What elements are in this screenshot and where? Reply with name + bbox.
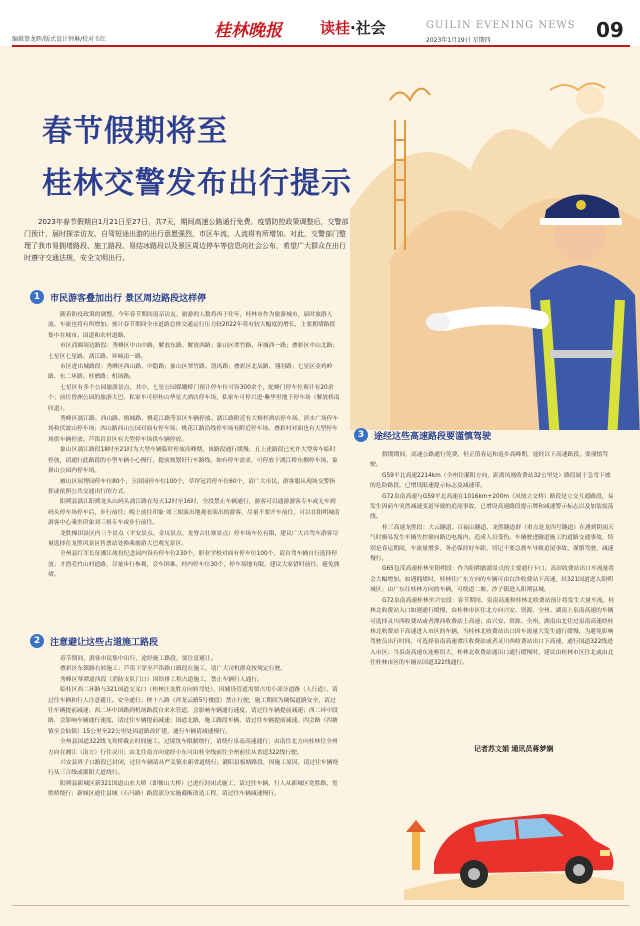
lead-paragraph: 2023年春节假期自1月21日至27日，共7天，期间高速公路通行免费。疫情防控政策调整后，交警部门预计，届时探亲访友、自驾短途出游的出行意愿强烈，市区车流、人流将有所增加。对此，交警部门整理了我市易拥堵路段、施工路段、易结冰路段以及景区周边停车等信息向社会公布，希望广大群众在出行时遵守交通法规，安全文明出行。	[24, 218, 349, 262]
paragraph: 春节期间，游客市民集中出行，途经施工路段，要注意避让。	[60, 656, 217, 662]
paragraph: 阳朔县漓江阳朔龙头山码头漓江路在每天12时至16时，全段禁止车辆通行，游客可以通游游客专车或无车到码头停车场停车后，步行前往；晚上前往印象·刘三姐演出地观看演出的游客，尽量不要开车前往，可以在阳朔城南游客中心乘坐印象刘三姐专车或步行前往。	[48, 499, 340, 527]
paragraph: 叠彩区东镇路右转施工：芦笛下穿至芦笛路口路段在施工，请广大司机群众按规定行驶。	[60, 666, 287, 673]
english-title: GUILIN EVENING NEWS	[426, 20, 576, 31]
section-3-title: 途经这些高速路段要谨慎驾驶	[374, 431, 492, 442]
section-2-body	[48, 654, 340, 800]
section-1-number: 1	[30, 290, 44, 304]
issue-date: 2023年1月19日 星期四	[426, 37, 491, 44]
paragraph: 七星区有多个公园旅游景点，其中，七星公园媒雕桥门预计停车位可容300余个，驼峰门停车位预计有20余个；前往曾洲公园的旅游大巴、私家车可停桂山华星大酒店停车场，私家车可停兴进·紫华里地下停车场（解放桥南匝道）。	[48, 384, 340, 412]
section-2-number: 2	[30, 634, 44, 648]
section-3-body	[370, 450, 616, 669]
paragraph: G72泉南高速桂林至兴安段：春节期间，泉南高速和桂林北收费站预计将发生大量车流。桂林北收费站入口如遇通行缓慢，由桂林市区往北方向兴安、资源、全州、湖南上泉南高速的车辆可选择灵川西收费站或者潭西收费站上高速；由兴安、资源、全州、湖南由北往过泉南高速经桂林北收费站下高速进入市区的车辆，当桂林北收费站出口因车流量大发生通行缓慢，为避免影响驾驶员出行时间，可选择泉南高速谭江收费站或者灵川西收费站出口下高速，通行国道322线进入市区；当泉南高速东连枢纽大，桂林北收费站通出口通行缓慢时，建议由桂林市区往北或由北往桂林市区的车辆从国道322线通行。	[370, 597, 615, 667]
section-2-title: 注意避让这些占道施工路段	[50, 637, 159, 648]
header-rule	[12, 45, 630, 47]
paragraph: 假期期间，高速公路通行免费，但正值春运和返乡高峰期，途经以下高速路段，要谨慎驾驶。	[370, 452, 609, 469]
car-illustration	[404, 770, 624, 900]
paragraph: 全州县红军长征湘江战役纪念园内设有停车位230个，职业学校对面有停车位100个，请自驾车辆自行选择停放；才湾毛竹山村道路，尽量步行参观，会车困难。村内停车位30个，停车场地有限，建议大家错时前往，避免拥堵。	[48, 551, 340, 579]
masthead	[0, 0, 640, 46]
paragraph: 随着防疫政策的调整，今年春节期间返亲访友、旅游的人数将再于往年，桂林市作为旅游城市，届时旅游人流、车流也将有所增加。预计春节期间全市道路总体交通运行压力较2022年将有较大幅度的增长，主要拥堵路段集中在城市、国道和农村道路。	[48, 312, 336, 339]
section-3-number: 3	[354, 428, 368, 442]
page-number: 09	[596, 18, 624, 42]
paragraph: 临桂区西二环路与321国道交叉口（桂林庄龙胜方向转弯处），因辅设管道需要占用小部分道路（人行道），请过往车辆和行人注意避让。安全通行；秧十八路（祥龙云路5号楼段）禁止行驶，施工期间为确保道路安全，请过往车辆提前减速；西二环中国路到机场路段自来水管道，会影响车辆通行速度，请过往车辆提前减速；西二环中段路，会影响车辆通行速度，请过往车辆提前减速；国道北路，施工路段车辆，请过往车辆提前减速。四会路（四塘镇至会仙镇）15公里至22公里处因道路改扩建，通行车辆请减速慢行。	[48, 687, 338, 735]
editor-credits: 编辑曾龙晖/版式设计钟琳/校对韦红	[12, 36, 107, 43]
section-3-heading	[354, 428, 491, 442]
paragraph: G65包茂高速桂林至阳朔段：作为阳朔旅游景点的主要通行卡口，高田收费站出口车流量将会大幅增加。如遇拥堵时，桂林往广东方向的车辆可由白沙收费站下高速，经321国道进入阳朔城区；由广东往桂林方向的车辆，可绕道二塘、沙子镇进入阳朔县城。	[370, 566, 615, 594]
paragraph: 阳朔县新城区新321国道山水大桥（即鳌山大桥）已进行封闭式施工，请过往车辆、行人从新城区宽胜路、宽胜桥绕行；新城区通往县城（石马路）路段部分实施截断改造工程，请过往车辆减速慢行。	[48, 780, 338, 798]
paragraph: 市区商圈周边路段：秀峰区中山中路、解放东路、解放西路；象山区翠竹路、环城西一路；叠彩区中山北路；七星区七星路、漓江路、环城南一路。	[48, 343, 339, 360]
paragraph: 象山区漓江路段18时至21时为大型车辆临时停放高峰期，该路段通行缓慢，且上述路段已允许大型客车临时停放，请通行此路段的小型车辆小心慢行，提前规划好行车路线，如有停车需求，可停放于漓江桥东侧停车场、象鼻山公园内停车场。	[48, 447, 338, 475]
section-1-title: 市民游客叠加出行 景区周边路段这样停	[50, 293, 207, 304]
paragraph: 秀峰区漓江路、西山路、榕城路、桃花江路等景区车辆停放。漓江路附近有大榕杉酒店停车场、滨水广场停车场和伏波山停车场；西山路西山公园对面有停车场；桃花江路沿线停车场有附近停车场。叠彩村对面也有大型停车场供车辆停放；芦笛岩景区有大型停车场供车辆停放。	[48, 416, 339, 443]
paragraph: 雁山区园博园停车位80个，玉围园停车位100个，草坪冠岩停车位60个，请广大市民、游客服从现场交警指挥或依照公共交通出行的方式。	[48, 478, 336, 495]
section-suffix: ·社会	[350, 19, 386, 37]
paragraph: 全州县国道322线飞鸾桥截止时间施工，过境货车限制绕行，请绕行泉南高速通行；由南往北方向桂林往全州方向在湘江（南方）行往灵川；由北往南方向途经小东可由桂全线前往全州前往从省道322线行驶。	[48, 739, 338, 756]
paragraph: G59平北高速2214km（全州往灌阳方向，距离凤凰收费站32公里处）路段属于急弯下坡的危险路段，已增设限速提示标志及减速带。	[370, 472, 611, 490]
headline-line-2: 桂林交警发布出行提示	[42, 166, 352, 201]
paragraph: 秀峰区琴潭道西段（消防支队门口）因给排工程占道施工，禁止车辆行人通行。	[60, 676, 263, 683]
paragraph: 龙胜梯田景区内三个景点（平安景点、金坑景点、龙脊古壮寨景点）停车场车位有限，建议广大自驾车游客尽量选择在龙胜风景区售票站处换乘旅游大巴观光景区。	[48, 530, 339, 547]
paragraph: G72泉南高速与G59平北高速在1016km+200m（凤凰立交桥）路段是立交互通路段，易发生因前车突然减速变道导致的追尾事故，已增设高速路段提示牌和减速警示标志以及加装震荡线。	[370, 493, 614, 521]
footer-rule	[12, 905, 630, 906]
byline: 记者苏文娟 通讯员蒋梦娴	[474, 745, 554, 753]
section-2-heading	[30, 634, 158, 648]
paragraph: 市区进出城路段：秀峰区西山路、中隐路；象山区翠竹路、凯风路；叠彩区北辰路、翎羽路；七星区金鸡岭路、东二环路、桂磨路；机场路。	[48, 364, 333, 381]
headline-line-1: 春节假期将至	[42, 114, 228, 149]
section-name	[320, 17, 386, 38]
traffic-police-illustration	[350, 60, 640, 430]
paragraph: 桂三高速龙胜段：大云隧道、百福山隧道、龙胜隧道群（重点是龙四号隧道）在遇到阴雨天气时极易发生车辆失控撞向路边电瓶内、造成人员受伤。车辆驶进隧道施工的道路交通事故，特别是春运期间，车流量增多，务必保持好车距，切记不要急刹车导致追尾事故，谨慎驾驶，减速慢行。	[370, 524, 614, 563]
section-1-body	[48, 310, 340, 581]
paragraph: 兴安县界子口路段已封闭，过往车辆请从严关镇水新省道绕行；灌阳县板塘路段，因施工原因，请过往车辆绕行从三合线或灌阳大道绕行。	[48, 760, 339, 777]
section-1-heading	[30, 290, 206, 304]
section-prefix: 读桂	[320, 19, 351, 37]
newspaper-logo: 桂林晚报	[214, 21, 282, 41]
